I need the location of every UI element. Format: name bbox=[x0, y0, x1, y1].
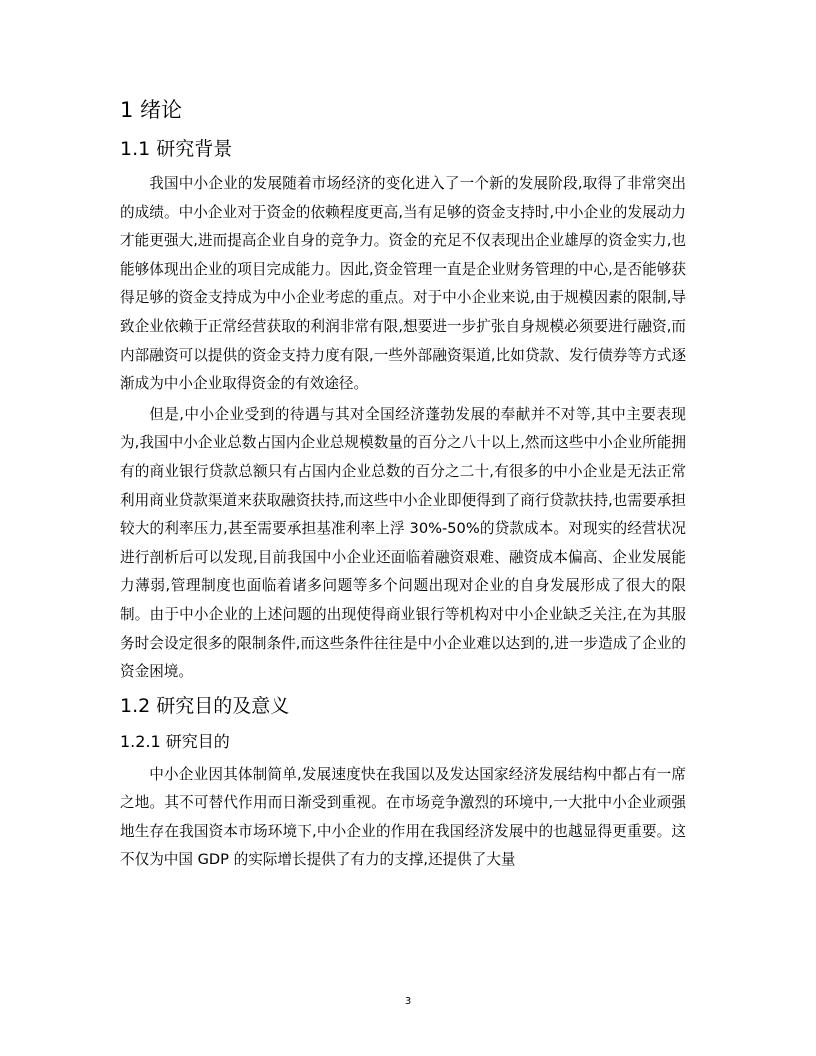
paragraph-2: 但是,中小企业受到的待遇与其对全国经济蓬勃发展的奉献并不对等,其中主要表现为,我国中小企业总数占国内企业总规模数量的百分之八十以上,然而这些中小企业所能拥有的商业银行贷款总额只有占国内企业总数的百分之二十,有很多的中小企业是无法正常利用商业贷款渠道来获取融资扶持,而这些中小企业即便得到了商行贷款扶持,也需要承担较大的利率压力,甚至需要承担基准利率上浮 30%-50%的贷款成本。对现实的经营状况进行剖析后可以发现,目前我国中小企业还面临着融资艰难、融资成本偏高、企业发展能力薄弱,管理制度也面临着诸多问题等多个问题出现对企业的自身发展形成了很大的限制。由于中小企业的上述问题的出现使得商业银行等机构对中小企业缺乏关注,在为其服务时会设定很多的限制条件,而这些条件往往是中小企业难以达到的,进一步造成了企业的资金困境。 bbox=[120, 405, 686, 681]
section-heading-research-background: 1.1 研究背景 bbox=[120, 138, 233, 160]
subsection-heading-research-purpose: 1.2.1 研究目的 bbox=[120, 731, 230, 751]
paragraph-1: 我国中小企业的发展随着市场经济的变化进入了一个新的发展阶段,取得了非常突出的成绩。中小企业对于资金的依赖程度更高,当有足够的资金支持时,中小企业的发展动力才能更强大,进而提高企业自身的竞争力。资金的充足不仅表现出企业雄厚的资金实力,也能够体现出企业的项目完成能力。因此,资金管理一直是企业财务管理的中心,是否能够获得足够的资金支持成为中小企业考虑的重点。对于中小企业来说,由于规模因素的限制,导致企业依赖于正常经营获取的利润非常有限,想要进一步扩张自身规模必须要进行融资,而内部融资可以提供的资金支持力度有限,一些外部融资渠道,比如贷款、发行债券等方式逐渐成为中小企业取得资金的有效途径。 bbox=[120, 175, 686, 393]
page-content bbox=[120, 92, 686, 877]
paragraph-3: 中小企业因其体制简单,发展速度快在我国以及发达国家经济发展结构中都占有一席之地。其不可替代作用而日渐受到重视。在市场竞争激烈的环境中,一大批中小企业顽强地生存在我国资本市场环境下,中小企业的作用在我国经济发展中的也越显得更重要。这不仅为中国 GDP 的实际增长提供了有力的支撑,还提供了大量 bbox=[120, 765, 686, 869]
section-heading-research-purpose-significance: 1.2 研究目的及意义 bbox=[120, 694, 290, 717]
page-number: 3 bbox=[404, 996, 412, 1007]
chapter-heading: 1 绪论 bbox=[120, 98, 183, 122]
